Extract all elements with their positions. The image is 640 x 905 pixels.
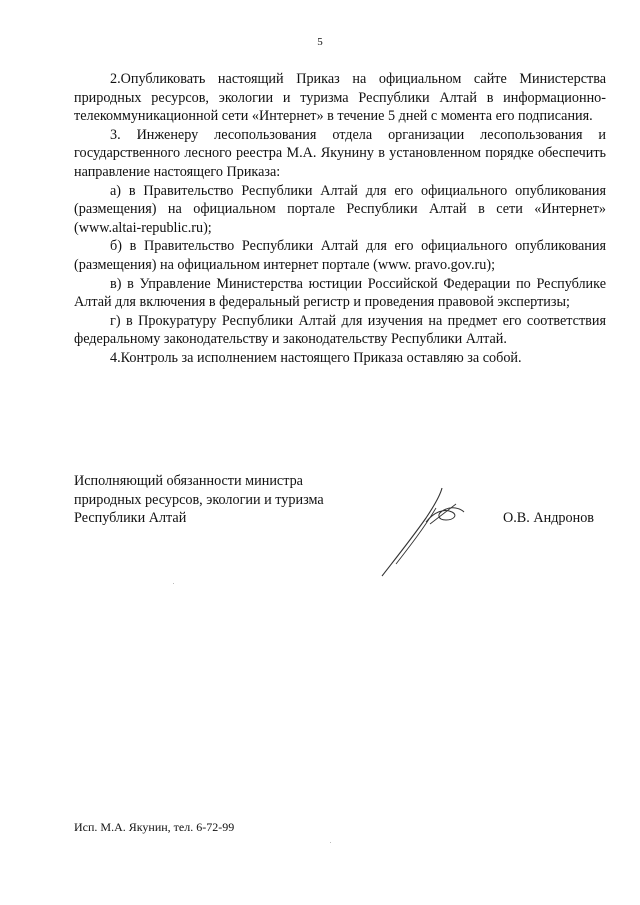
position-line: Исполняющий обязанности министра [74,473,303,489]
position-line: природных ресурсов, экологии и туризма [74,491,324,508]
scan-speck [330,842,331,843]
paragraph-publish: 2.Опубликовать настоящий Приказ на официальном сайте Министерства природных ресурсов, экологии и туризма Республики Алтай в информационно-телекоммуникационной сети «Интернет» в течение 5 дней с момента его подписания. [74,71,606,125]
paragraph-item-v: в) в Управление Министерства юстиции Российской Федерации по Республике Алтай для включения в федеральный регистр и проведения правовой экспертизы; [74,275,606,311]
paragraph-engineer-instruction: 3. Инженеру лесопользования отдела организации лесопользования и государственного лесного реестра М.А. Якунину в установленном порядке обеспечить направление настоящего Приказа: [74,126,606,180]
paragraph-control: 4.Контроль за исполнением настоящего Приказа оставляю за собой. [110,349,522,366]
scan-speck [173,583,174,584]
paragraph-item-b: б) в Правительство Республики Алтай для его официального опубликования (размещения) на официальном интернет портале (www. pravo.gov.ru); [74,238,606,273]
executor-note: Исп. М.А. Якунин, тел. 6-72-99 [74,820,235,834]
signatory-position [74,472,324,528]
position-line: Республики Алтай [74,510,187,527]
handwritten-signature [374,482,466,580]
signature-block [74,472,606,582]
order-body [74,70,606,368]
signatory-name: О.В. Андронов [503,510,594,526]
paragraph-item-a: а) в Правительство Республики Алтай для его официального опубликования (размещения) на официальном портале Республики Алтай в сети «Интернет» (www.altai-republic.ru); [74,182,606,236]
page-number: 5 [317,36,323,48]
paragraph-item-g: г) в Прокуратуру Республики Алтай для изучения на предмет его соответствия федеральному законодательству и законодательству Республики Алтай. [74,312,606,348]
